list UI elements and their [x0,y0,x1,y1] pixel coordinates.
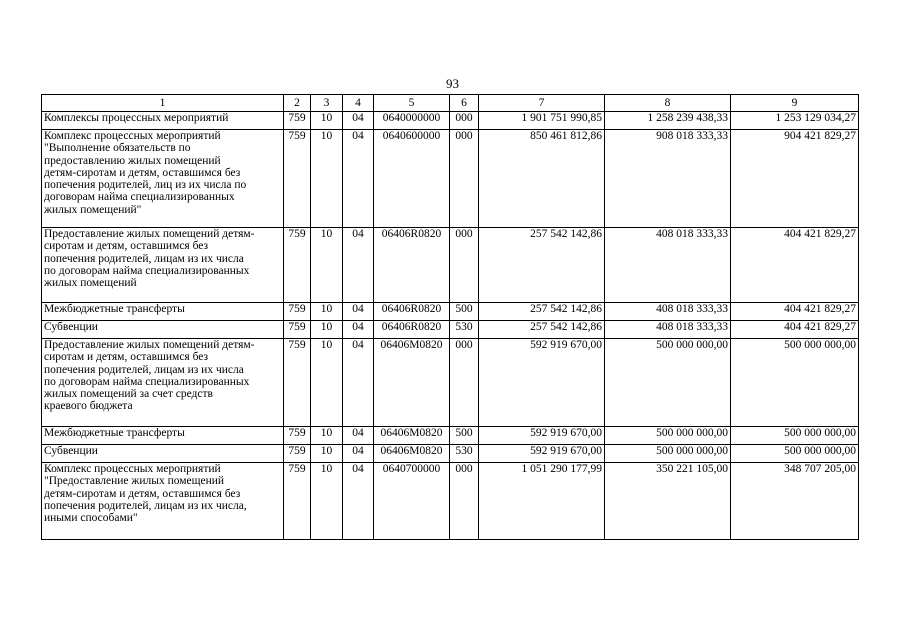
row-name: Комплекс процессных мероприятий "Предоставление жилых помещений детям-сиротам и детям, оставшимся без попечения родителей, лицам из их числа, иными способами" [42,463,284,540]
cell-section-code: 10 [311,463,343,540]
cell-amount-col7: 592 919 670,00 [479,445,605,463]
cell-target-article: 0640000000 [374,112,450,130]
table-row [42,303,859,321]
table-row [42,339,859,427]
column-header: 7 [479,95,605,112]
cell-ministry-code: 759 [284,321,311,339]
cell-expense-type: 000 [450,228,479,303]
cell-target-article: 06406M0820 [374,427,450,445]
table-row [42,112,859,130]
cell-ministry-code: 759 [284,112,311,130]
cell-amount-col9: 404 421 829,27 [731,228,859,303]
cell-amount-col7: 1 901 751 990,85 [479,112,605,130]
cell-ministry-code: 759 [284,303,311,321]
cell-amount-col9: 404 421 829,27 [731,303,859,321]
table-row [42,445,859,463]
row-name: Субвенции [42,321,284,339]
cell-subsection-code: 04 [343,228,374,303]
cell-expense-type: 000 [450,130,479,228]
cell-section-code: 10 [311,112,343,130]
cell-amount-col9: 904 421 829,27 [731,130,859,228]
cell-target-article: 0640600000 [374,130,450,228]
cell-section-code: 10 [311,303,343,321]
page-number: 93 [446,76,459,91]
cell-amount-col7: 257 542 142,86 [479,228,605,303]
cell-section-code: 10 [311,427,343,445]
column-header: 9 [731,95,859,112]
cell-section-code: 10 [311,339,343,427]
cell-ministry-code: 759 [284,445,311,463]
row-name: Межбюджетные трансферты [42,303,284,321]
cell-amount-col8: 500 000 000,00 [605,427,731,445]
cell-amount-col9: 500 000 000,00 [731,339,859,427]
cell-amount-col9: 348 707 205,00 [731,463,859,540]
cell-subsection-code: 04 [343,339,374,427]
cell-expense-type: 500 [450,303,479,321]
cell-amount-col7: 257 542 142,86 [479,303,605,321]
cell-amount-col8: 408 018 333,33 [605,303,731,321]
row-name: Предоставление жилых помещений детям- сиротам и детям, оставшимся без попечения родителей, лицам из их числа по договорам найма специализированных жилых помещений [42,228,284,303]
cell-subsection-code: 04 [343,427,374,445]
cell-expense-type: 000 [450,112,479,130]
row-name: Предоставление жилых помещений детям- сиротам и детям, оставшимся без попечения родителей, лицам из их числа по договорам найма специализированных жилых помещений за счет средств краевого бюджета [42,339,284,427]
cell-section-code: 10 [311,130,343,228]
cell-ministry-code: 759 [284,463,311,540]
cell-amount-col9: 500 000 000,00 [731,445,859,463]
table-row [42,130,859,228]
cell-ministry-code: 759 [284,130,311,228]
cell-subsection-code: 04 [343,130,374,228]
cell-amount-col8: 408 018 333,33 [605,321,731,339]
cell-amount-col9: 1 253 129 034,27 [731,112,859,130]
cell-amount-col8: 500 000 000,00 [605,339,731,427]
column-header: 2 [284,95,311,112]
cell-target-article: 06406R0820 [374,228,450,303]
cell-target-article: 0640700000 [374,463,450,540]
cell-amount-col8: 1 258 239 438,33 [605,112,731,130]
budget-table [41,94,859,540]
column-header: 6 [450,95,479,112]
cell-ministry-code: 759 [284,339,311,427]
cell-target-article: 06406M0820 [374,445,450,463]
column-header: 1 [42,95,284,112]
cell-amount-col8: 908 018 333,33 [605,130,731,228]
cell-amount-col8: 408 018 333,33 [605,228,731,303]
cell-amount-col9: 404 421 829,27 [731,321,859,339]
cell-amount-col8: 500 000 000,00 [605,445,731,463]
cell-amount-col7: 592 919 670,00 [479,339,605,427]
cell-expense-type: 530 [450,321,479,339]
cell-expense-type: 500 [450,427,479,445]
row-name: Комплексы процессных мероприятий [42,112,284,130]
table-row [42,321,859,339]
table-row [42,228,859,303]
cell-subsection-code: 04 [343,112,374,130]
column-header: 4 [343,95,374,112]
table-row [42,427,859,445]
cell-ministry-code: 759 [284,228,311,303]
header-row [42,95,859,112]
cell-amount-col7: 257 542 142,86 [479,321,605,339]
cell-amount-col7: 1 051 290 177,99 [479,463,605,540]
row-name: Субвенции [42,445,284,463]
cell-section-code: 10 [311,321,343,339]
cell-ministry-code: 759 [284,427,311,445]
cell-amount-col7: 850 461 812,86 [479,130,605,228]
cell-target-article: 06406R0820 [374,321,450,339]
row-name: Комплекс процессных мероприятий "Выполнение обязательств по предоставлению жилых помещений детям-сиротам и детям, оставшимся без попечения родителей, лиц из их числа по договорам найма специализированных жилых помещений" [42,130,284,228]
row-name: Межбюджетные трансферты [42,427,284,445]
column-header: 5 [374,95,450,112]
cell-subsection-code: 04 [343,303,374,321]
cell-section-code: 10 [311,445,343,463]
cell-amount-col8: 350 221 105,00 [605,463,731,540]
cell-target-article: 06406R0820 [374,303,450,321]
table-row [42,463,859,540]
cell-amount-col9: 500 000 000,00 [731,427,859,445]
cell-expense-type: 000 [450,463,479,540]
column-header: 3 [311,95,343,112]
cell-expense-type: 000 [450,339,479,427]
cell-subsection-code: 04 [343,321,374,339]
column-header: 8 [605,95,731,112]
cell-subsection-code: 04 [343,463,374,540]
cell-subsection-code: 04 [343,445,374,463]
cell-target-article: 06406M0820 [374,339,450,427]
cell-expense-type: 530 [450,445,479,463]
cell-amount-col7: 592 919 670,00 [479,427,605,445]
cell-section-code: 10 [311,228,343,303]
